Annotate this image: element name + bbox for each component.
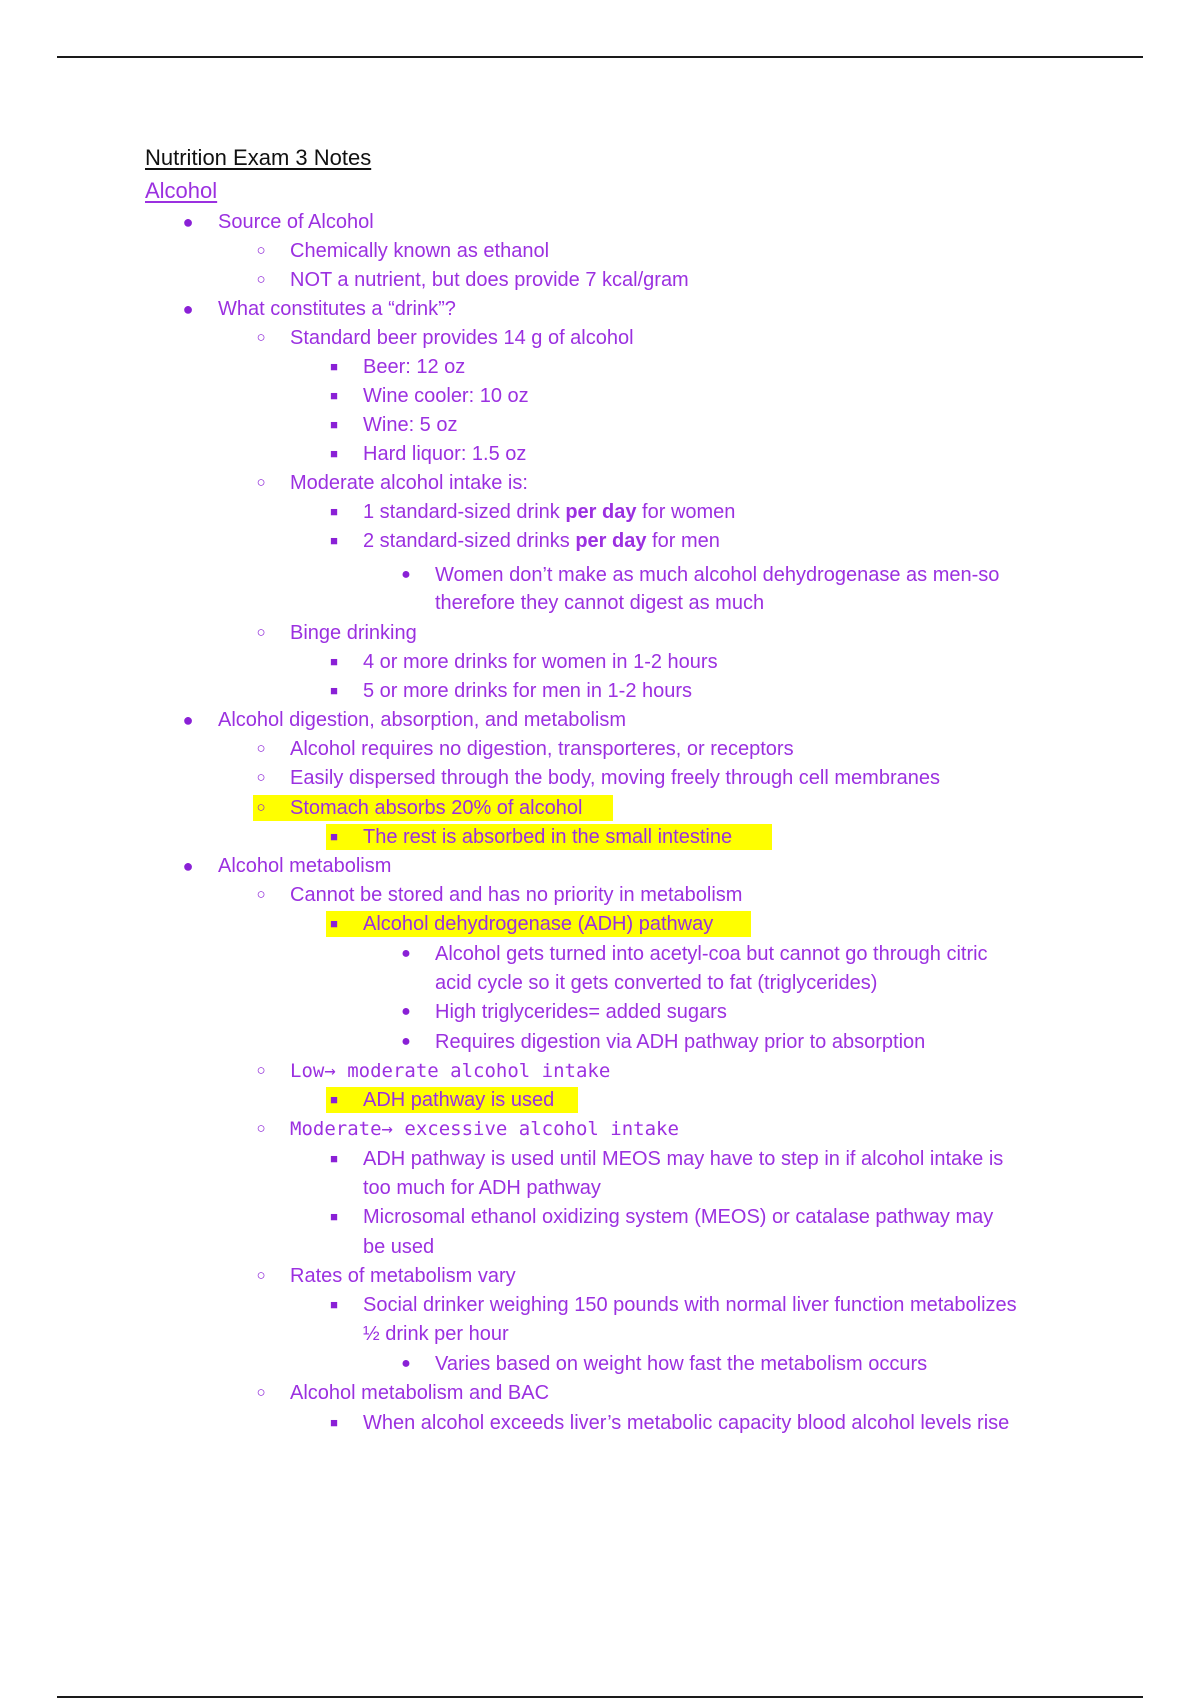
hollow-circle-icon: ○ <box>256 740 266 757</box>
hollow-circle-icon: ○ <box>256 799 266 816</box>
list-item: 2 standard-sized drinks per day for men <box>363 530 720 552</box>
filled-circle-icon: ● <box>401 1355 411 1372</box>
header-rule <box>57 56 1143 58</box>
section-title: Alcohol <box>145 178 218 203</box>
list-item: Moderate→ excessive alcohol intake <box>290 1118 679 1140</box>
list-item: therefore they cannot digest as much <box>435 592 765 614</box>
list-item: 4 or more drinks for women in 1-2 hours <box>363 651 718 673</box>
list-item: Varies based on weight how fast the metabolism occurs <box>435 1353 928 1375</box>
filled-square-icon: ■ <box>330 388 338 403</box>
filled-circle-icon: ● <box>401 1033 411 1050</box>
list-item: Standard beer provides 14 g of alcohol <box>290 327 634 349</box>
filled-square-icon: ■ <box>330 359 338 374</box>
list-item: Hard liquor: 1.5 oz <box>363 443 527 465</box>
list-item: Requires digestion via ADH pathway prior to absorption <box>435 1031 926 1053</box>
filled-circle-icon: ● <box>401 566 411 583</box>
list-item: Easily dispersed through the body, moving freely through cell membranes <box>290 767 940 789</box>
list-item: What constitutes a “drink”? <box>218 298 456 320</box>
list-item: Alcohol requires no digestion, transporteres, or receptors <box>290 738 794 760</box>
hollow-circle-icon: ○ <box>256 242 266 259</box>
filled-square-icon: ■ <box>330 1209 338 1224</box>
filled-square-icon: ■ <box>330 1151 338 1166</box>
list-item: Chemically known as ethanol <box>290 240 550 262</box>
hollow-circle-icon: ○ <box>256 624 266 641</box>
list-item: Alcohol metabolism and BAC <box>290 1382 550 1404</box>
list-item: High triglycerides= added sugars <box>435 1001 727 1023</box>
hollow-circle-icon: ○ <box>256 329 266 346</box>
filled-square-icon: ■ <box>330 1297 338 1312</box>
list-item: Alcohol gets turned into acetyl-coa but cannot go through citric <box>435 943 988 965</box>
list-item: When alcohol exceeds liver’s metabolic capacity blood alcohol levels rise <box>363 1412 1010 1434</box>
list-item: ADH pathway is used until MEOS may have to step in if alcohol intake is <box>363 1148 1004 1170</box>
list-item: Wine: 5 oz <box>363 414 458 436</box>
list-item: Cannot be stored and has no priority in metabolism <box>290 884 743 906</box>
list-item: Women don’t make as much alcohol dehydrogenase as men-so <box>435 564 1000 586</box>
list-item: The rest is absorbed in the small intestine <box>363 826 733 848</box>
list-item: Moderate alcohol intake is: <box>290 472 528 494</box>
filled-square-icon: ■ <box>330 446 338 461</box>
list-item: NOT a nutrient, but does provide 7 kcal/gram <box>290 269 689 291</box>
filled-square-icon: ■ <box>330 417 338 432</box>
hollow-circle-icon: ○ <box>256 1120 266 1137</box>
list-item: Microsomal ethanol oxidizing system (MEOS) or catalase pathway may <box>363 1206 994 1228</box>
list-item: Stomach absorbs 20% of alcohol <box>290 797 583 819</box>
list-item: Social drinker weighing 150 pounds with normal liver function metabolizes <box>363 1294 1017 1316</box>
filled-circle-icon: ● <box>401 945 411 962</box>
hollow-circle-icon: ○ <box>256 769 266 786</box>
hollow-circle-icon: ○ <box>256 1062 266 1079</box>
hollow-circle-icon: ○ <box>256 1384 266 1401</box>
filled-square-icon: ■ <box>330 1415 338 1430</box>
filled-square-icon: ■ <box>330 1092 338 1107</box>
document-title: Nutrition Exam 3 Notes <box>145 145 372 170</box>
list-item: Alcohol metabolism <box>218 855 392 877</box>
list-item: 5 or more drinks for men in 1-2 hours <box>363 680 693 702</box>
list-item: acid cycle so it gets converted to fat (triglycerides) <box>435 972 878 994</box>
list-item: Source of Alcohol <box>218 211 374 233</box>
list-item: Low→ moderate alcohol intake <box>290 1060 611 1082</box>
hollow-circle-icon: ○ <box>256 474 266 491</box>
filled-square-icon: ■ <box>330 654 338 669</box>
filled-circle-icon: ● <box>182 856 194 876</box>
list-item: ½ drink per hour <box>363 1323 509 1345</box>
filled-square-icon: ■ <box>330 683 338 698</box>
list-item: Alcohol dehydrogenase (ADH) pathway <box>363 913 714 935</box>
list-item: Rates of metabolism vary <box>290 1265 516 1287</box>
list-item: Alcohol digestion, absorption, and metabolism <box>218 709 627 731</box>
filled-circle-icon: ● <box>401 1003 411 1020</box>
list-item: Wine cooler: 10 oz <box>363 385 529 407</box>
hollow-circle-icon: ○ <box>256 1267 266 1284</box>
filled-square-icon: ■ <box>330 916 338 931</box>
hollow-circle-icon: ○ <box>256 886 266 903</box>
filled-square-icon: ■ <box>330 533 338 548</box>
list-item: ADH pathway is used <box>363 1089 555 1111</box>
footer-rule <box>57 1696 1143 1698</box>
list-item: too much for ADH pathway <box>363 1177 601 1199</box>
filled-circle-icon: ● <box>182 212 194 232</box>
list-item: Binge drinking <box>290 622 417 644</box>
list-item: Beer: 12 oz <box>363 356 466 378</box>
list-item: 1 standard-sized drink per day for women <box>363 501 736 523</box>
filled-square-icon: ■ <box>330 504 338 519</box>
list-item: be used <box>363 1236 435 1258</box>
hollow-circle-icon: ○ <box>256 271 266 288</box>
filled-square-icon: ■ <box>330 829 338 844</box>
filled-circle-icon: ● <box>182 710 194 730</box>
filled-circle-icon: ● <box>182 299 194 319</box>
